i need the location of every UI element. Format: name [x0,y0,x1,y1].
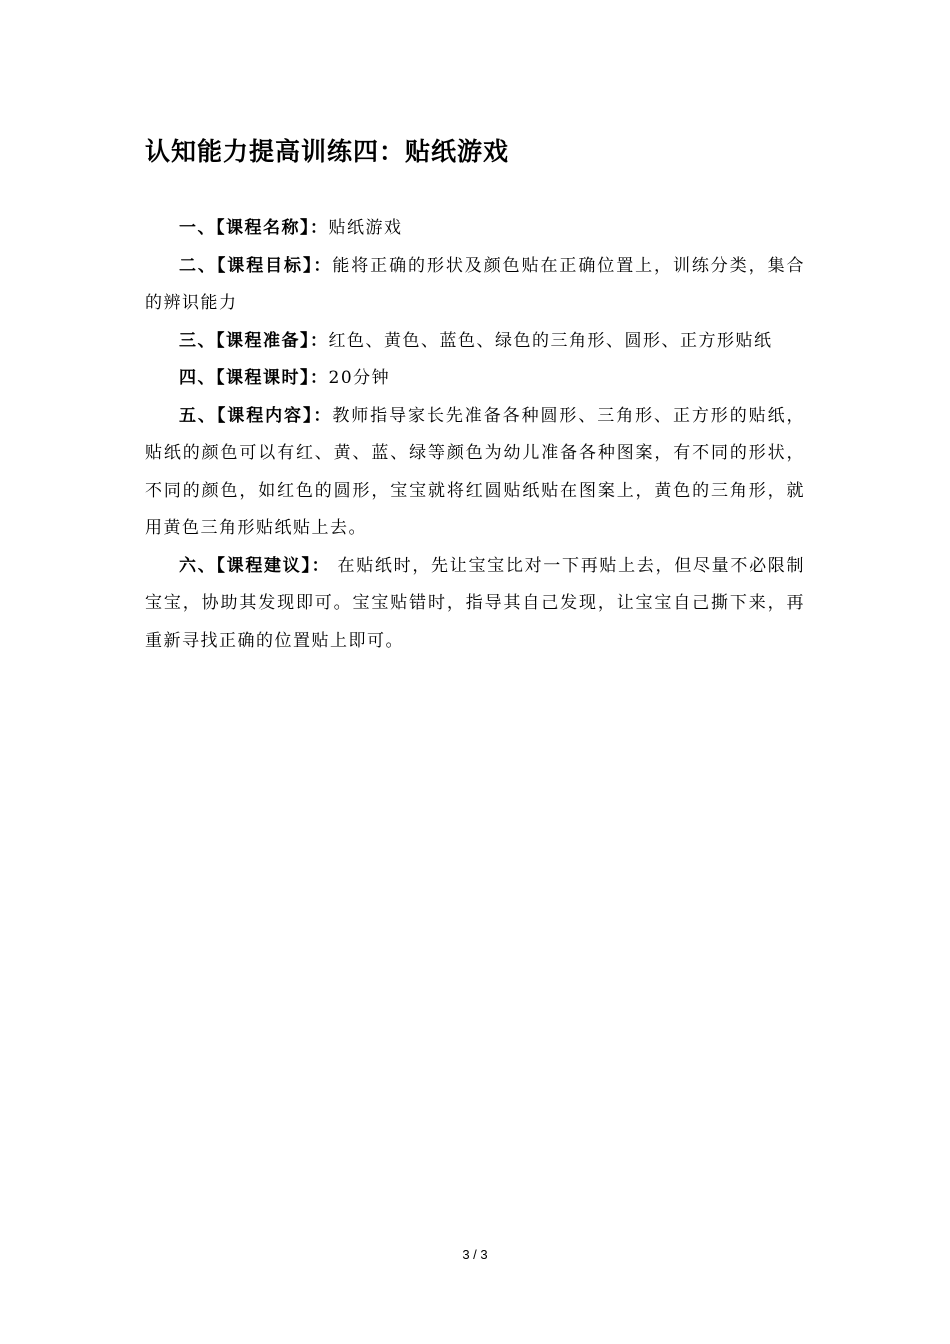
section-text: 能将正确的形状及颜色贴在正确位置上，训练分类，集合的辨识能力 [145,255,806,313]
section-text: 在贴纸时，先让宝宝比对一下再贴上去，但尽量不必限制宝宝，协助其发现即可。宝宝贴错时，指导其自己发现，让宝宝自己撕下来，再重新寻找正确的位置贴上即可。 [145,555,806,651]
section-label: 六、【课程建议】： [179,555,331,576]
section-text: 教师指导家长先准备各种圆形、三角形、正方形的贴纸，贴纸的颜色可以有红、黄、蓝、绿等颜色为幼儿准备各种图案，有不同的形状，不同的颜色，如红色的圆形，宝宝就将红圆贴纸贴在图案上，黄色的三角形，就用黄色三角形贴纸贴上去。 [145,405,806,538]
section-label: 四、【课程课时】： [179,368,329,388]
section-course-content [145,398,805,548]
section-text: 贴纸游戏 [328,218,403,238]
section-course-name [145,210,805,248]
section-course-suggestion [145,548,805,661]
section-label: 五、【课程内容】： [179,405,333,426]
page-number: 3 / 3 [462,1247,488,1262]
section-course-goal [145,248,805,323]
document-body [145,210,805,660]
section-label: 三、【课程准备】： [179,330,329,351]
section-text: 红色、黄色、蓝色、绿色的三角形、圆形、正方形贴纸 [328,330,773,351]
section-course-duration [145,360,805,398]
section-label: 一、【课程名称】： [179,218,329,238]
document-title: 认知能力提高训练四：贴纸游戏 [145,137,510,166]
section-text: 20分钟 [328,368,391,388]
section-label: 二、【课程目标】： [179,255,333,276]
section-course-preparation [145,323,805,361]
